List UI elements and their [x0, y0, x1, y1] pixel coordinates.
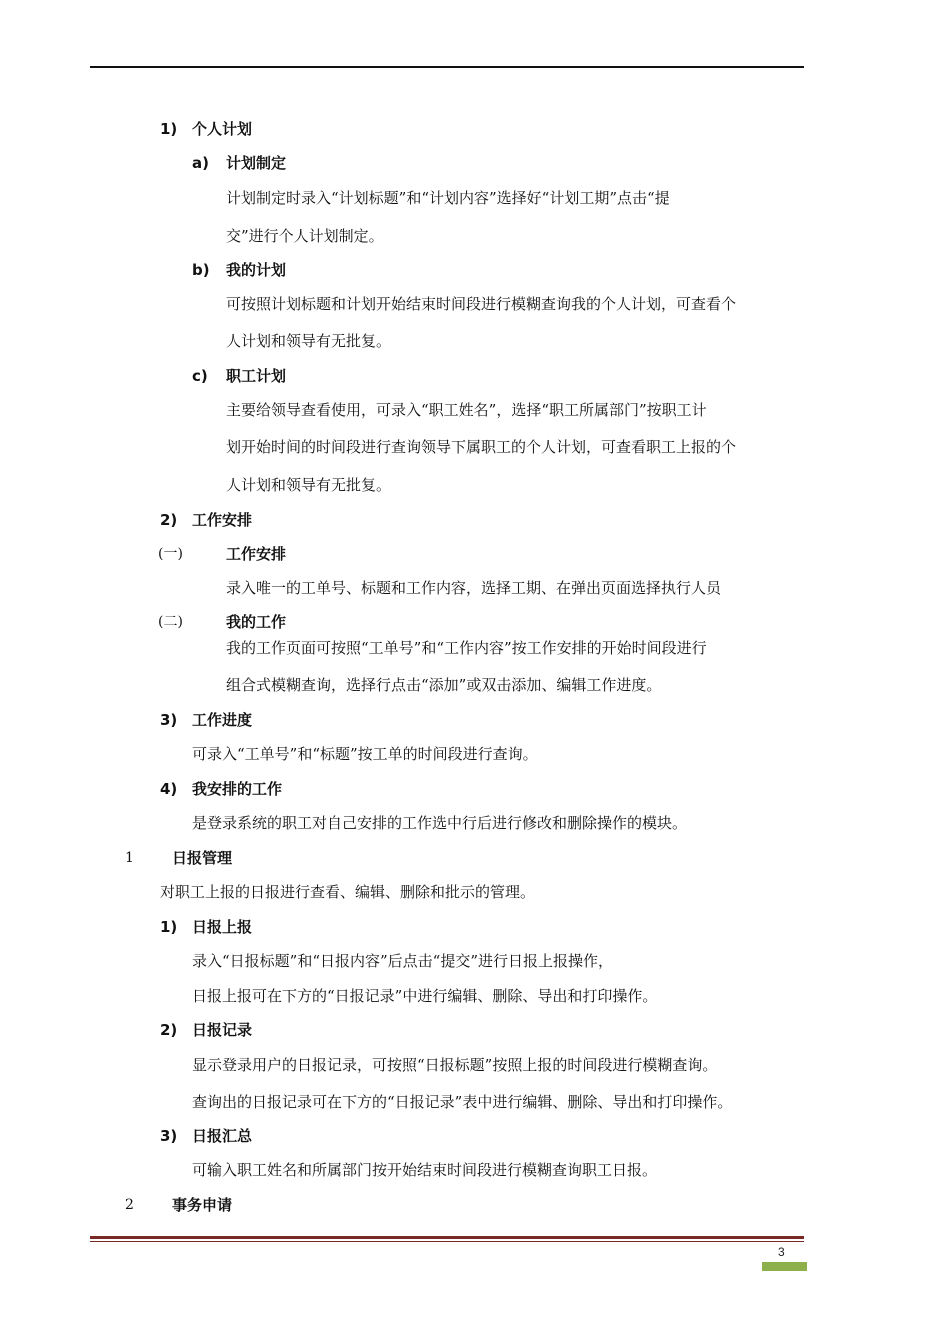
paragraph-line: 是登录系统的职工对自己安排的工作选中行后进行修改和删除操作的模块。 [192, 814, 688, 832]
chapter-affairs-application: 事务申请 [172, 1196, 233, 1214]
paragraph-line: 可按照计划标题和计划开始结束时间段进行模糊查询我的个人计划，可查看个 [226, 295, 737, 313]
subheading-num: (一) [158, 546, 183, 562]
subheading-num: a) [192, 154, 209, 172]
heading-num: 3) [160, 1127, 178, 1145]
heading-daily-records: 日报记录 [192, 1021, 253, 1039]
paragraph-line: 主要给领导查看使用，可录入“职工姓名”，选择“职工所属部门”按职工计 [226, 401, 707, 419]
paragraph-line: 计划制定时录入“计划标题”和“计划内容”选择好“计划工期”点击“提 [226, 189, 670, 207]
heading-num: 1) [160, 918, 178, 936]
header-rule [90, 66, 804, 68]
paragraph-line: 对职工上报的日报进行查看、编辑、删除和批示的管理。 [160, 883, 536, 901]
paragraph-line: 可录入“工单号”和“标题”按工单的时间段进行查询。 [192, 745, 538, 763]
heading-num: 4) [160, 780, 178, 798]
subheading-staff-plan: 职工计划 [226, 367, 287, 385]
chapter-num: 1 [125, 850, 134, 866]
heading-daily-submit: 日报上报 [192, 918, 253, 936]
chapter-num: 2 [125, 1197, 134, 1213]
paragraph-line: 人计划和领导有无批复。 [226, 476, 392, 494]
paragraph-line: 交”进行个人计划制定。 [226, 227, 384, 245]
heading-personal-plan: 个人计划 [192, 120, 253, 138]
subheading-work-arrangement: 工作安排 [226, 545, 287, 563]
footer-rule [90, 1236, 804, 1239]
page-number-bar [762, 1262, 807, 1271]
subheading-num: (二) [158, 614, 183, 630]
chapter-daily-report: 日报管理 [172, 849, 233, 867]
paragraph-line: 我的工作页面可按照“工单号”和“工作内容”按工作安排的开始时间段进行 [226, 639, 707, 657]
page-number: 3 [778, 1245, 785, 1259]
paragraph-line: 日报上报可在下方的“日报记录”中进行编辑、删除、导出和打印操作。 [192, 987, 658, 1005]
subheading-my-plan: 我的计划 [226, 261, 287, 279]
heading-my-assigned-work: 我安排的工作 [192, 780, 283, 798]
paragraph-line: 查询出的日报记录可在下方的“日报记录”表中进行编辑、删除、导出和打印操作。 [192, 1093, 733, 1111]
paragraph-line: 录入唯一的工单号、标题和工作内容，选择工期、在弹出页面选择执行人员 [226, 579, 722, 597]
paragraph-line: 录入“日报标题”和“日报内容”后点击“提交”进行日报上报操作， [192, 952, 614, 970]
paragraph-line: 划开始时间的时间段进行查询领导下属职工的个人计划，可查看职工上报的个 [226, 438, 737, 456]
heading-work-arrangement: 工作安排 [192, 511, 253, 529]
paragraph-line: 组合式模糊查询，选择行点击“添加”或双击添加、编辑工作进度。 [226, 676, 662, 694]
subheading-num: c) [192, 367, 208, 385]
subheading-my-work: 我的工作 [226, 613, 287, 631]
subheading-num: b) [192, 261, 210, 279]
subheading-plan-create: 计划制定 [226, 154, 287, 172]
heading-work-progress: 工作进度 [192, 711, 253, 729]
heading-num: 2) [160, 1021, 178, 1039]
heading-num: 2) [160, 511, 178, 529]
paragraph-line: 人计划和领导有无批复。 [226, 332, 392, 350]
heading-num: 1) [160, 120, 178, 138]
heading-num: 3) [160, 711, 178, 729]
paragraph-line: 可输入职工姓名和所属部门按开始结束时间段进行模糊查询职工日报。 [192, 1161, 658, 1179]
paragraph-line: 显示登录用户的日报记录，可按照“日报标题”按照上报的时间段进行模糊查询。 [192, 1056, 718, 1074]
footer-rule-thin [90, 1241, 804, 1242]
heading-daily-summary: 日报汇总 [192, 1127, 253, 1145]
